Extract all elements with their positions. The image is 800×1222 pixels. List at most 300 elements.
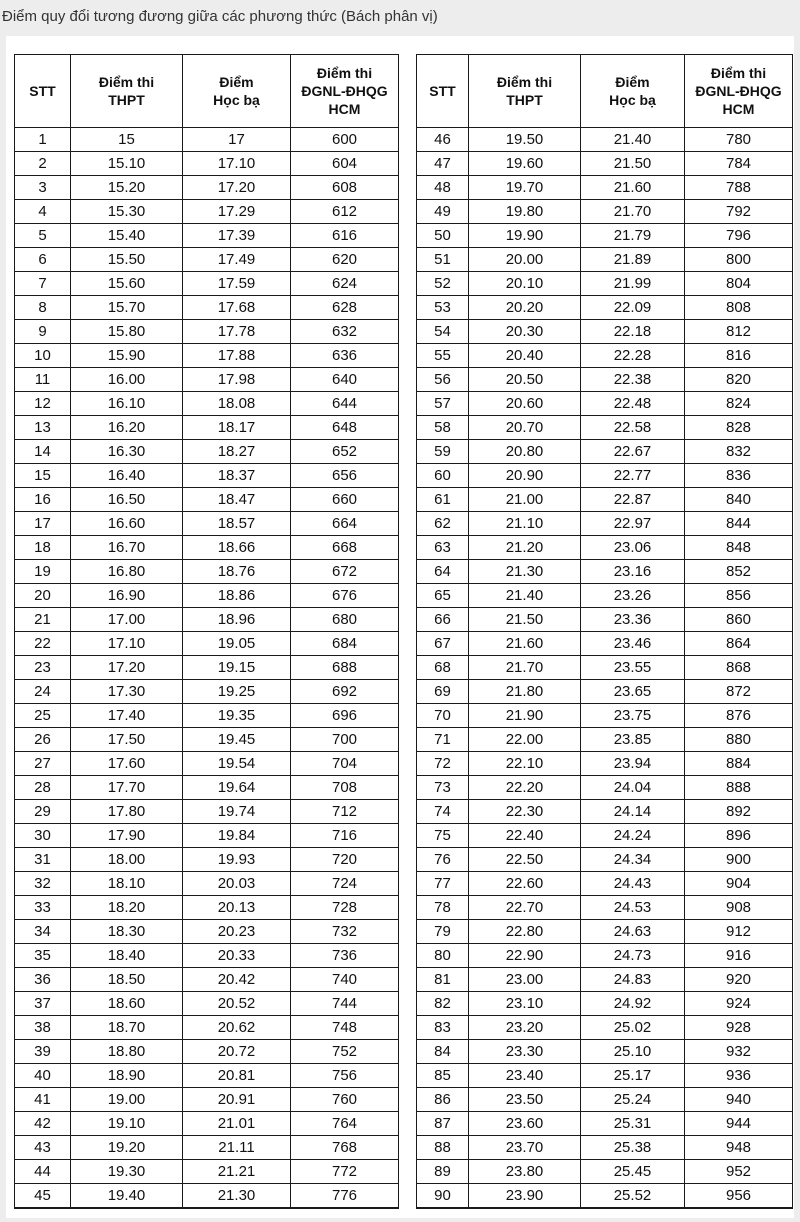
cell-stt: 3 (15, 176, 71, 200)
cell-thpt: 23.20 (469, 1016, 581, 1040)
header-dgnl-line: Điểm thi (316, 65, 373, 81)
cell-thpt: 20.90 (469, 464, 581, 488)
cell-stt: 67 (417, 632, 469, 656)
cell-thpt: 20.10 (469, 272, 581, 296)
cell-stt: 15 (15, 464, 71, 488)
cell-hocba: 18.37 (183, 464, 291, 488)
table-row (15, 200, 399, 224)
header-dgnl (685, 55, 793, 128)
table-row (417, 1064, 793, 1088)
score-table-image (6, 36, 794, 1218)
cell-hocba: 21.11 (183, 1136, 291, 1160)
cell-hocba: 25.10 (581, 1040, 685, 1064)
cell-dgnl: 788 (685, 176, 793, 200)
cell-dgnl: 640 (291, 368, 399, 392)
cell-hocba: 22.18 (581, 320, 685, 344)
cell-thpt: 15 (71, 128, 183, 152)
table-row (417, 1088, 793, 1112)
cell-dgnl: 792 (685, 200, 793, 224)
cell-hocba: 24.24 (581, 824, 685, 848)
cell-stt: 34 (15, 920, 71, 944)
cell-dgnl: 936 (685, 1064, 793, 1088)
cell-hocba: 21.40 (581, 128, 685, 152)
cell-stt: 36 (15, 968, 71, 992)
table-row (15, 824, 399, 848)
cell-hocba: 20.13 (183, 896, 291, 920)
cell-dgnl: 752 (291, 1040, 399, 1064)
cell-thpt: 20.60 (469, 392, 581, 416)
cell-thpt: 15.50 (71, 248, 183, 272)
header-dgnl-line: HCM (328, 101, 361, 117)
cell-hocba: 22.97 (581, 512, 685, 536)
cell-hocba: 21.01 (183, 1112, 291, 1136)
cell-stt: 29 (15, 800, 71, 824)
cell-stt: 20 (15, 584, 71, 608)
cell-dgnl: 744 (291, 992, 399, 1016)
cell-hocba: 17 (183, 128, 291, 152)
table-row (15, 920, 399, 944)
cell-thpt: 16.00 (71, 368, 183, 392)
cell-hocba: 21.60 (581, 176, 685, 200)
table-row (417, 1136, 793, 1160)
cell-dgnl: 676 (291, 584, 399, 608)
cell-thpt: 17.70 (71, 776, 183, 800)
cell-dgnl: 704 (291, 752, 399, 776)
table-row (417, 344, 793, 368)
cell-stt: 21 (15, 608, 71, 632)
cell-dgnl: 932 (685, 1040, 793, 1064)
cell-hocba: 22.28 (581, 344, 685, 368)
cell-stt: 45 (15, 1184, 71, 1209)
cell-hocba: 17.68 (183, 296, 291, 320)
cell-stt: 17 (15, 512, 71, 536)
cell-hocba: 21.99 (581, 272, 685, 296)
cell-stt: 31 (15, 848, 71, 872)
table-row (417, 704, 793, 728)
cell-stt: 27 (15, 752, 71, 776)
table-row (417, 440, 793, 464)
cell-dgnl: 796 (685, 224, 793, 248)
cell-thpt: 17.30 (71, 680, 183, 704)
cell-dgnl: 884 (685, 752, 793, 776)
table-row (417, 656, 793, 680)
table-row (15, 1136, 399, 1160)
cell-stt: 51 (417, 248, 469, 272)
cell-hocba: 19.64 (183, 776, 291, 800)
cell-hocba: 23.94 (581, 752, 685, 776)
cell-hocba: 23.46 (581, 632, 685, 656)
cell-thpt: 21.50 (469, 608, 581, 632)
table-row (417, 1160, 793, 1184)
cell-dgnl: 772 (291, 1160, 399, 1184)
cell-thpt: 15.10 (71, 152, 183, 176)
table-row (15, 416, 399, 440)
cell-thpt: 23.00 (469, 968, 581, 992)
cell-stt: 58 (417, 416, 469, 440)
cell-hocba: 24.43 (581, 872, 685, 896)
cell-hocba: 18.17 (183, 416, 291, 440)
table-row (15, 440, 399, 464)
cell-stt: 47 (417, 152, 469, 176)
cell-dgnl: 888 (685, 776, 793, 800)
cell-hocba: 17.10 (183, 152, 291, 176)
cell-dgnl: 672 (291, 560, 399, 584)
table-row (417, 512, 793, 536)
cell-stt: 1 (15, 128, 71, 152)
cell-dgnl: 660 (291, 488, 399, 512)
table-header-row (417, 55, 793, 128)
cell-thpt: 16.40 (71, 464, 183, 488)
header-thpt (71, 55, 183, 128)
score-table-right (416, 54, 793, 1209)
header-thpt-line: Điểm thi (98, 74, 155, 90)
table-row (15, 656, 399, 680)
cell-dgnl: 808 (685, 296, 793, 320)
cell-thpt: 21.40 (469, 584, 581, 608)
cell-stt: 10 (15, 344, 71, 368)
table-row (417, 584, 793, 608)
cell-dgnl: 864 (685, 632, 793, 656)
cell-thpt: 20.80 (469, 440, 581, 464)
cell-stt: 38 (15, 1016, 71, 1040)
cell-hocba: 22.58 (581, 416, 685, 440)
cell-thpt: 20.70 (469, 416, 581, 440)
cell-dgnl: 928 (685, 1016, 793, 1040)
cell-stt: 56 (417, 368, 469, 392)
table-row (417, 1040, 793, 1064)
cell-stt: 85 (417, 1064, 469, 1088)
cell-dgnl: 716 (291, 824, 399, 848)
cell-stt: 5 (15, 224, 71, 248)
cell-thpt: 18.80 (71, 1040, 183, 1064)
table-row (417, 488, 793, 512)
cell-stt: 59 (417, 440, 469, 464)
cell-thpt: 16.30 (71, 440, 183, 464)
table-row (417, 872, 793, 896)
table-row (15, 392, 399, 416)
cell-stt: 87 (417, 1112, 469, 1136)
cell-thpt: 23.90 (469, 1184, 581, 1209)
cell-thpt: 16.10 (71, 392, 183, 416)
cell-dgnl: 944 (685, 1112, 793, 1136)
cell-thpt: 21.60 (469, 632, 581, 656)
table-row (417, 368, 793, 392)
cell-dgnl: 768 (291, 1136, 399, 1160)
cell-thpt: 15.20 (71, 176, 183, 200)
cell-stt: 57 (417, 392, 469, 416)
cell-dgnl: 820 (685, 368, 793, 392)
header-dgnl-line: ĐGNL-ĐHQG (301, 83, 388, 99)
cell-dgnl: 728 (291, 896, 399, 920)
cell-hocba: 21.79 (581, 224, 685, 248)
cell-dgnl: 848 (685, 536, 793, 560)
cell-thpt: 20.50 (469, 368, 581, 392)
cell-thpt: 15.70 (71, 296, 183, 320)
cell-thpt: 21.70 (469, 656, 581, 680)
cell-thpt: 22.10 (469, 752, 581, 776)
table-header-row (15, 55, 399, 128)
table-row (417, 536, 793, 560)
cell-stt: 71 (417, 728, 469, 752)
cell-dgnl: 896 (685, 824, 793, 848)
cell-stt: 73 (417, 776, 469, 800)
cell-thpt: 16.50 (71, 488, 183, 512)
cell-hocba: 19.45 (183, 728, 291, 752)
cell-dgnl: 656 (291, 464, 399, 488)
cell-stt: 60 (417, 464, 469, 488)
cell-hocba: 25.38 (581, 1136, 685, 1160)
cell-thpt: 15.40 (71, 224, 183, 248)
cell-dgnl: 652 (291, 440, 399, 464)
table-row (15, 344, 399, 368)
cell-dgnl: 604 (291, 152, 399, 176)
table-row (417, 152, 793, 176)
cell-hocba: 22.67 (581, 440, 685, 464)
cell-thpt: 22.20 (469, 776, 581, 800)
cell-thpt: 19.20 (71, 1136, 183, 1160)
cell-dgnl: 692 (291, 680, 399, 704)
cell-dgnl: 844 (685, 512, 793, 536)
cell-stt: 84 (417, 1040, 469, 1064)
table-row (417, 632, 793, 656)
table-row (417, 848, 793, 872)
cell-dgnl: 868 (685, 656, 793, 680)
cell-hocba: 22.38 (581, 368, 685, 392)
header-thpt (469, 55, 581, 128)
cell-stt: 12 (15, 392, 71, 416)
cell-hocba: 20.52 (183, 992, 291, 1016)
cell-thpt: 15.90 (71, 344, 183, 368)
cell-thpt: 17.60 (71, 752, 183, 776)
cell-hocba: 24.34 (581, 848, 685, 872)
table-row (417, 896, 793, 920)
cell-hocba: 18.57 (183, 512, 291, 536)
table-row (15, 776, 399, 800)
table-row (15, 1160, 399, 1184)
cell-dgnl: 756 (291, 1064, 399, 1088)
cell-stt: 90 (417, 1184, 469, 1209)
header-thpt-line: Điểm thi (496, 74, 553, 90)
header-dgnl-line: Điểm thi (710, 65, 767, 81)
cell-dgnl: 860 (685, 608, 793, 632)
table-row (417, 776, 793, 800)
cell-thpt: 17.10 (71, 632, 183, 656)
cell-dgnl: 764 (291, 1112, 399, 1136)
table-row (417, 1016, 793, 1040)
table-row (15, 800, 399, 824)
cell-stt: 23 (15, 656, 71, 680)
header-hocba-line: Học bạ (213, 92, 260, 108)
cell-dgnl: 904 (685, 872, 793, 896)
table-row (15, 152, 399, 176)
cell-hocba: 22.87 (581, 488, 685, 512)
cell-stt: 54 (417, 320, 469, 344)
table-row (15, 944, 399, 968)
cell-hocba: 19.54 (183, 752, 291, 776)
table-row (15, 464, 399, 488)
cell-stt: 33 (15, 896, 71, 920)
cell-stt: 61 (417, 488, 469, 512)
cell-dgnl: 708 (291, 776, 399, 800)
cell-stt: 64 (417, 560, 469, 584)
header-hocba-line: Điểm (219, 74, 254, 90)
cell-hocba: 17.98 (183, 368, 291, 392)
cell-thpt: 19.90 (469, 224, 581, 248)
cell-hocba: 18.96 (183, 608, 291, 632)
table-row (15, 848, 399, 872)
cell-thpt: 15.80 (71, 320, 183, 344)
cell-stt: 44 (15, 1160, 71, 1184)
cell-thpt: 17.50 (71, 728, 183, 752)
table-row (15, 728, 399, 752)
cell-thpt: 15.30 (71, 200, 183, 224)
cell-stt: 76 (417, 848, 469, 872)
cell-dgnl: 680 (291, 608, 399, 632)
cell-stt: 14 (15, 440, 71, 464)
cell-stt: 86 (417, 1088, 469, 1112)
table-row (15, 632, 399, 656)
header-stt: STT (15, 55, 71, 128)
cell-dgnl: 876 (685, 704, 793, 728)
header-stt: STT (417, 55, 469, 128)
table-row (15, 176, 399, 200)
cell-hocba: 19.93 (183, 848, 291, 872)
cell-dgnl: 952 (685, 1160, 793, 1184)
header-thpt-line: THPT (108, 92, 145, 108)
table-row (417, 944, 793, 968)
cell-stt: 78 (417, 896, 469, 920)
header-thpt-line: THPT (506, 92, 543, 108)
cell-thpt: 20.40 (469, 344, 581, 368)
cell-hocba: 23.26 (581, 584, 685, 608)
cell-dgnl: 956 (685, 1184, 793, 1209)
table-row (417, 464, 793, 488)
cell-stt: 13 (15, 416, 71, 440)
cell-thpt: 18.00 (71, 848, 183, 872)
table-row (417, 128, 793, 152)
header-dgnl-line: HCM (722, 101, 755, 117)
cell-hocba: 22.48 (581, 392, 685, 416)
cell-hocba: 21.30 (183, 1184, 291, 1209)
cell-stt: 28 (15, 776, 71, 800)
cell-dgnl: 916 (685, 944, 793, 968)
cell-dgnl: 948 (685, 1136, 793, 1160)
cell-dgnl: 732 (291, 920, 399, 944)
cell-hocba: 25.31 (581, 1112, 685, 1136)
cell-hocba: 18.86 (183, 584, 291, 608)
cell-dgnl: 836 (685, 464, 793, 488)
cell-stt: 9 (15, 320, 71, 344)
cell-thpt: 17.90 (71, 824, 183, 848)
table-row (15, 1184, 399, 1209)
cell-thpt: 18.10 (71, 872, 183, 896)
cell-thpt: 20.20 (469, 296, 581, 320)
cell-hocba: 24.53 (581, 896, 685, 920)
cell-dgnl: 740 (291, 968, 399, 992)
page-title: Điểm quy đổi tương đương giữa các phương thức (Bách phân vị) (2, 8, 438, 25)
cell-hocba: 25.45 (581, 1160, 685, 1184)
cell-thpt: 23.60 (469, 1112, 581, 1136)
cell-stt: 63 (417, 536, 469, 560)
cell-stt: 2 (15, 152, 71, 176)
cell-thpt: 19.40 (71, 1184, 183, 1209)
cell-hocba: 17.29 (183, 200, 291, 224)
cell-stt: 89 (417, 1160, 469, 1184)
cell-thpt: 16.70 (71, 536, 183, 560)
cell-hocba: 24.04 (581, 776, 685, 800)
table-row (417, 824, 793, 848)
cell-dgnl: 780 (685, 128, 793, 152)
table-row (15, 1112, 399, 1136)
table-row (15, 1064, 399, 1088)
cell-stt: 39 (15, 1040, 71, 1064)
cell-dgnl: 736 (291, 944, 399, 968)
cell-hocba: 18.76 (183, 560, 291, 584)
cell-dgnl: 900 (685, 848, 793, 872)
table-row (417, 800, 793, 824)
header-dgnl (291, 55, 399, 128)
table-row (15, 992, 399, 1016)
cell-hocba: 20.33 (183, 944, 291, 968)
cell-hocba: 17.78 (183, 320, 291, 344)
cell-stt: 55 (417, 344, 469, 368)
cell-hocba: 20.81 (183, 1064, 291, 1088)
cell-hocba: 25.52 (581, 1184, 685, 1209)
table-row (15, 608, 399, 632)
cell-hocba: 18.47 (183, 488, 291, 512)
table-row (15, 536, 399, 560)
table-row (417, 416, 793, 440)
table-row (15, 1040, 399, 1064)
cell-hocba: 23.75 (581, 704, 685, 728)
cell-dgnl: 720 (291, 848, 399, 872)
cell-hocba: 23.36 (581, 608, 685, 632)
table-row (15, 704, 399, 728)
header-hocba-line: Điểm (615, 74, 650, 90)
cell-thpt: 17.20 (71, 656, 183, 680)
table-row (417, 560, 793, 584)
cell-stt: 7 (15, 272, 71, 296)
cell-stt: 48 (417, 176, 469, 200)
cell-dgnl: 616 (291, 224, 399, 248)
cell-thpt: 19.70 (469, 176, 581, 200)
table-row (417, 992, 793, 1016)
cell-stt: 43 (15, 1136, 71, 1160)
cell-thpt: 22.40 (469, 824, 581, 848)
cell-stt: 80 (417, 944, 469, 968)
cell-thpt: 19.80 (469, 200, 581, 224)
cell-hocba: 21.50 (581, 152, 685, 176)
cell-hocba: 19.15 (183, 656, 291, 680)
cell-stt: 72 (417, 752, 469, 776)
cell-hocba: 25.24 (581, 1088, 685, 1112)
cell-dgnl: 816 (685, 344, 793, 368)
score-table-left (14, 54, 399, 1209)
cell-dgnl: 648 (291, 416, 399, 440)
cell-stt: 37 (15, 992, 71, 1016)
table-row (15, 296, 399, 320)
cell-hocba: 22.09 (581, 296, 685, 320)
cell-stt: 53 (417, 296, 469, 320)
cell-stt: 24 (15, 680, 71, 704)
table-row (15, 272, 399, 296)
cell-thpt: 23.70 (469, 1136, 581, 1160)
cell-dgnl: 856 (685, 584, 793, 608)
table-row (417, 920, 793, 944)
cell-hocba: 25.17 (581, 1064, 685, 1088)
header-hocba-line: Học bạ (609, 92, 656, 108)
cell-stt: 11 (15, 368, 71, 392)
